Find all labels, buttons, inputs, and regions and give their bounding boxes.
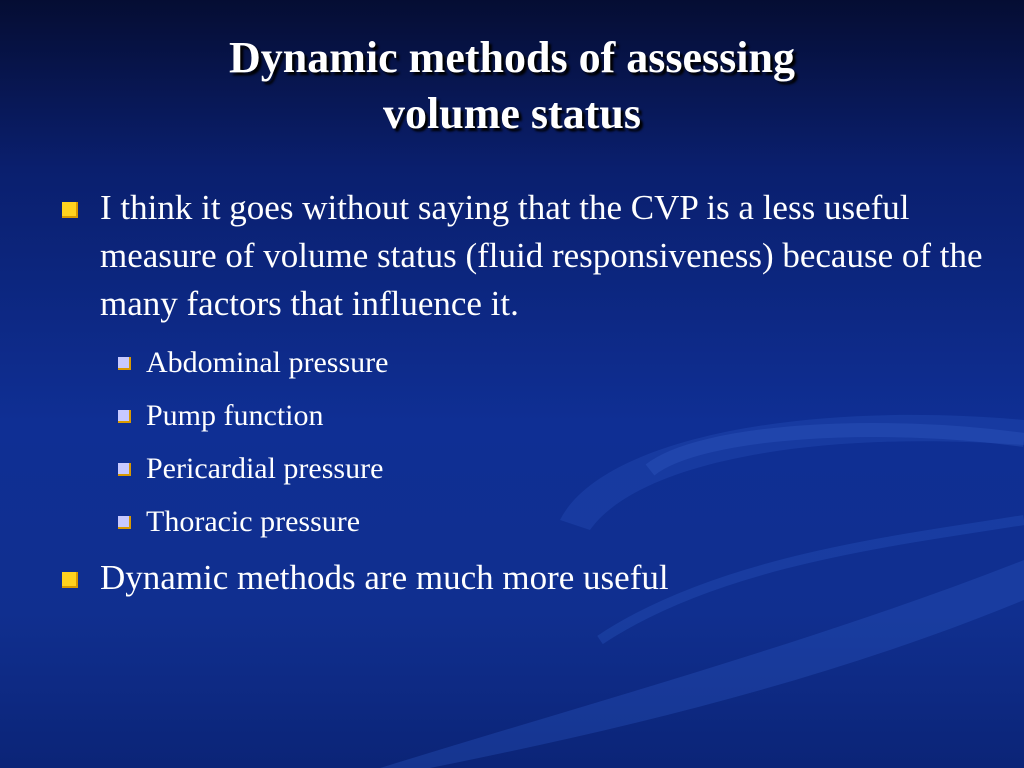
bullet-text: Dynamic methods are much more useful	[100, 558, 669, 597]
square-bullet-icon	[118, 463, 131, 476]
sub-bullet-item	[100, 495, 984, 548]
sub-bullet-text: Pump function	[146, 399, 324, 432]
slide-title-line-2: volume status	[383, 89, 641, 138]
square-bullet-icon	[62, 572, 78, 588]
slide-title-line-1: Dynamic methods of assessing	[229, 33, 795, 82]
square-bullet-icon	[118, 357, 131, 370]
sub-bullet-list	[100, 336, 984, 548]
square-bullet-icon	[118, 516, 131, 529]
sub-bullet-text: Pericardial pressure	[146, 452, 384, 485]
sub-bullet-item	[100, 389, 984, 442]
bullet-item	[0, 554, 1024, 602]
sub-bullet-item	[100, 442, 984, 495]
slide-title	[60, 30, 964, 142]
bullet-text: I think it goes without saying that the CVP is a less useful measure of volume status (fluid responsiveness) because of the many factors that influence it.	[100, 188, 983, 323]
sub-bullet-item	[100, 336, 984, 389]
bullet-item	[0, 184, 1024, 548]
bullet-list	[0, 184, 1024, 602]
sub-bullet-text: Abdominal pressure	[146, 346, 389, 379]
square-bullet-icon	[118, 410, 131, 423]
sub-bullet-text: Thoracic pressure	[146, 505, 361, 538]
square-bullet-icon	[62, 202, 78, 218]
